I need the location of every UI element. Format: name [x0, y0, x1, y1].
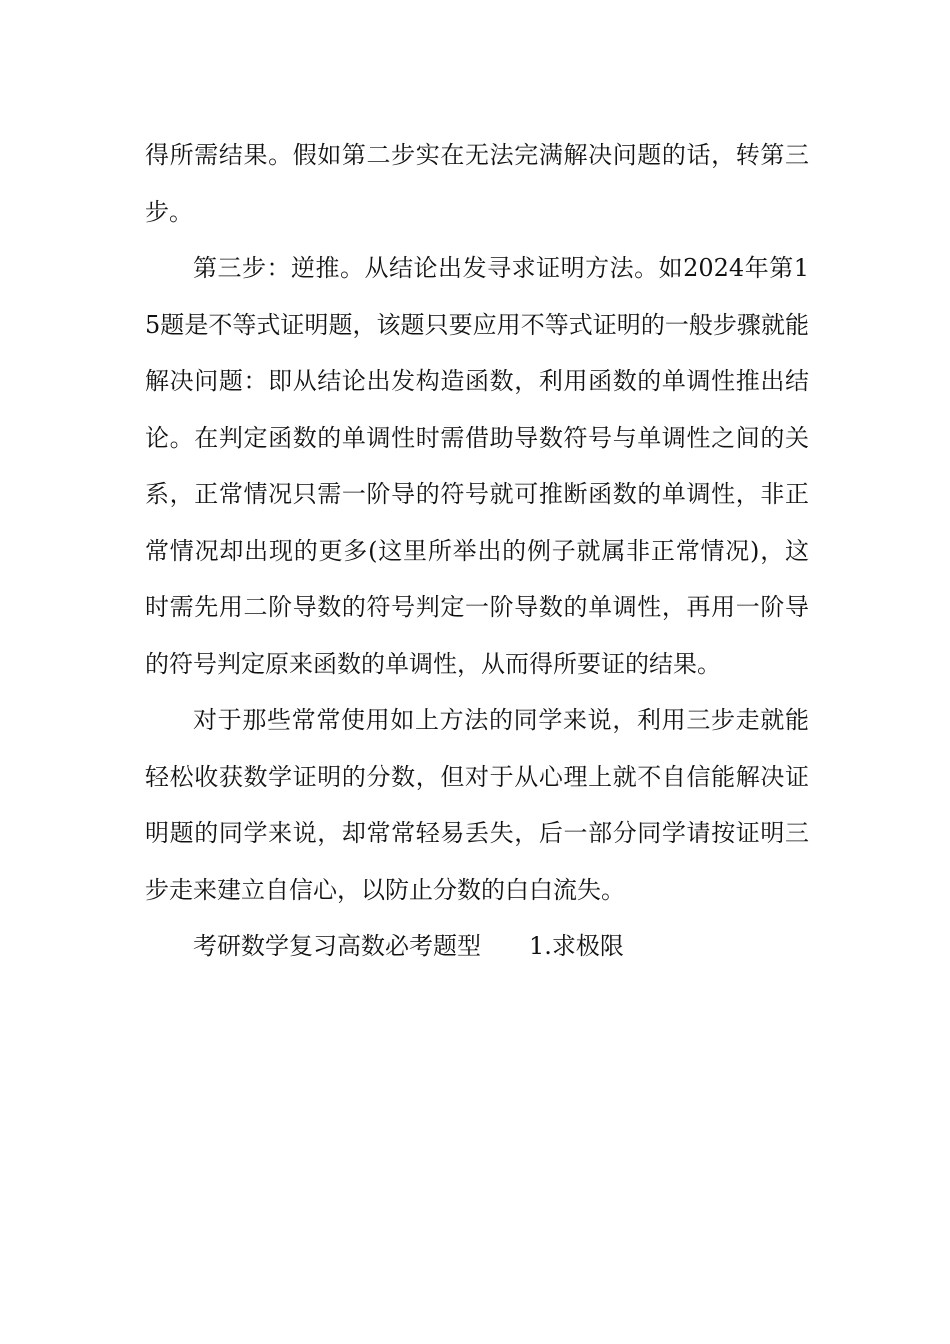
paragraph-continuation: 得所需结果。假如第二步实在无法完满解决问题的话，转第三步。 — [145, 141, 809, 226]
section-heading-title: 考研数学复习高数必考题型 — [193, 932, 481, 960]
section-heading — [145, 918, 809, 975]
document-body — [145, 127, 809, 975]
section-heading-item: 1.求极限 — [529, 932, 624, 960]
paragraph-step-three: 第三步：逆推。从结论出发寻求证明方法。如2024年第15题是不等式证明题，该题只要应用不等式证明的一般步骤就能解决问题：即从结论出发构造函数，利用函数的单调性推出结论。在判定函数的单调性时需借助导数符号与单调性之间的关系，正常情况只需一阶导的符号就可推断函数的单调性，非正常情况却出现的更多(这里所举出的例子就属非正常情况)，这时需先用二阶导数的符号判定一阶导数的单调性，再用一阶导的符号判定原来函数的单调性，从而得所要证的结果。 — [145, 254, 809, 678]
paragraph-conclusion: 对于那些常常使用如上方法的同学来说，利用三步走就能轻松收获数学证明的分数，但对于从心理上就不自信能解决证明题的同学来说，却常常轻易丢失，后一部分同学请按证明三步走来建立自信心，以防止分数的白白流失。 — [145, 706, 809, 904]
